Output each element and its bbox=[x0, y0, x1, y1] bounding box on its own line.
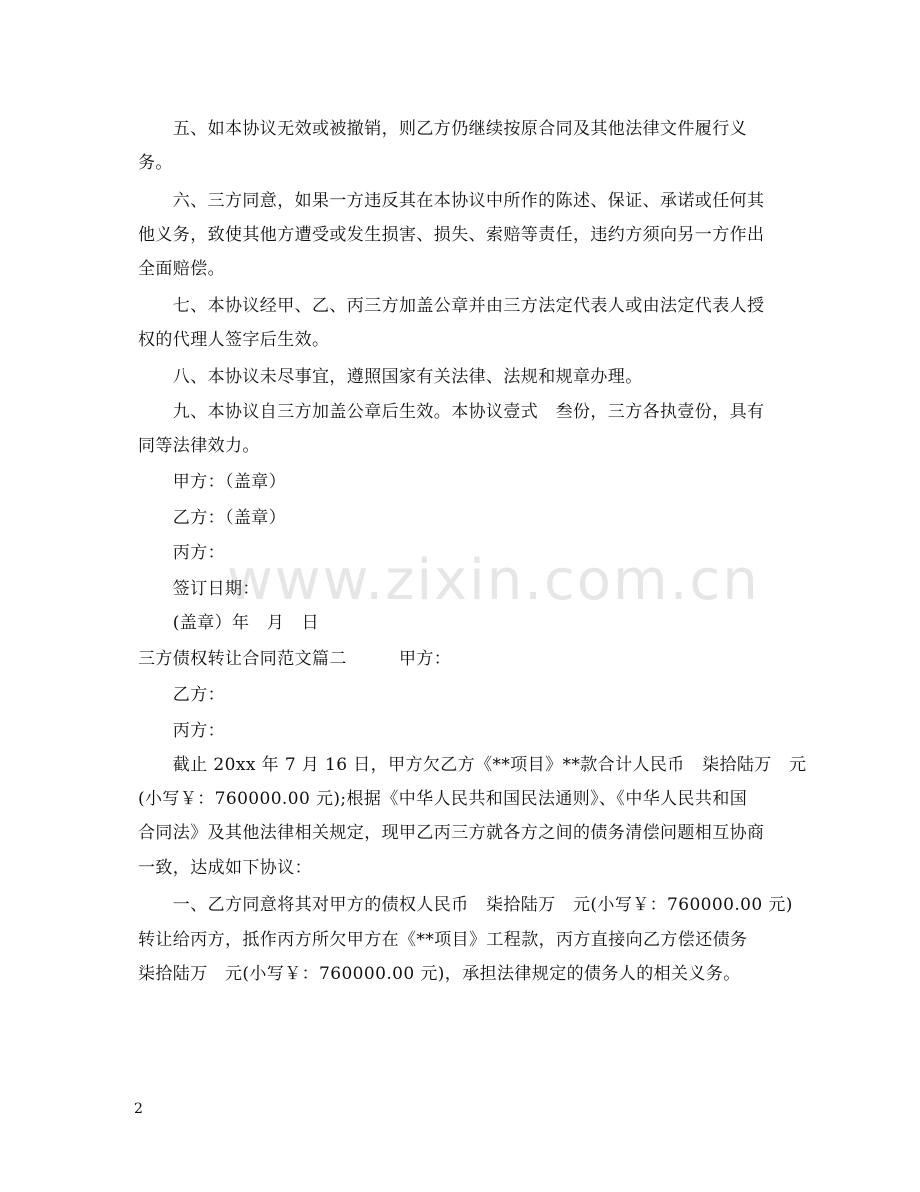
paragraph-6-line-1: 六、三方同意，如果一方违反其在本协议中所作的陈述、保证、承诺或任何其 bbox=[138, 191, 765, 211]
paragraph-7-line-1: 七、本协议经甲、乙、丙三方加盖公章并由三方法定代表人或由法定代表人授 bbox=[138, 296, 765, 316]
party-c: 丙方： bbox=[138, 543, 225, 563]
intro-line-2: (小写￥：760000.00 元);根据《中华人民共和国民法通则》、《中华人民共和国 bbox=[138, 789, 748, 809]
intro-line-4: 一致，达成如下协议： bbox=[138, 858, 312, 878]
seal-date-line: (盖章）年 月 日 bbox=[138, 613, 320, 633]
paragraph-5-line-2: 务。 bbox=[138, 153, 173, 173]
section-title: 三方债权转让合同范文篇二 甲方： bbox=[138, 649, 452, 669]
signing-date: 签订日期： bbox=[138, 579, 260, 599]
paragraph-6-line-3: 全面赔偿。 bbox=[138, 259, 225, 279]
party-b-seal: 乙方：（盖章） bbox=[138, 508, 287, 528]
watermark: www.zixin.com.cn bbox=[227, 548, 760, 613]
paragraph-7-line-2: 权的代理人签字后生效。 bbox=[138, 330, 330, 350]
paragraph-9-line-1: 九、本协议自三方加盖公章后生效。本协议壹式 叁份，三方各执壹份，具有 bbox=[138, 402, 765, 422]
intro-line-3: 合同法》及其他法律相关规定，现甲乙丙三方就各方之间的债务清偿问题相互协商 bbox=[138, 823, 765, 843]
clause-1-line-1: 一、乙方同意将其对甲方的债权人民币 柒拾陆万 元(小写￥：760000.00 元) bbox=[138, 895, 793, 915]
clause-1-line-3: 柒拾陆万 元(小写￥：760000.00 元)，承担法律规定的债务人的相关义务。 bbox=[138, 964, 741, 984]
page-number: 2 bbox=[134, 1101, 143, 1117]
party-a-seal: 甲方：（盖章） bbox=[138, 472, 287, 492]
paragraph-6-line-2: 他义务，致使其他方遭受或发生损害、损失、索赔等责任，违约方须向另一方作出 bbox=[138, 225, 765, 245]
party-b-2: 乙方： bbox=[138, 685, 225, 705]
clause-1-line-2: 转让给丙方，抵作丙方所欠甲方在《**项目》工程款，丙方直接向乙方偿还债务 bbox=[138, 930, 748, 950]
intro-line-1: 截止 20xx 年 7 月 16 日，甲方欠乙方《**项目》**款合计人民币 柒拾陆万 元 bbox=[138, 755, 807, 775]
paragraph-9-line-2: 同等法律效力。 bbox=[138, 436, 260, 456]
paragraph-8-line-1: 八、本协议未尽事宜，遵照国家有关法律、法规和规章办理。 bbox=[138, 367, 643, 387]
party-c-2: 丙方： bbox=[138, 721, 225, 741]
paragraph-5-line-1: 五、如本协议无效或被撤销，则乙方仍继续按原合同及其他法律文件履行义 bbox=[138, 119, 747, 139]
